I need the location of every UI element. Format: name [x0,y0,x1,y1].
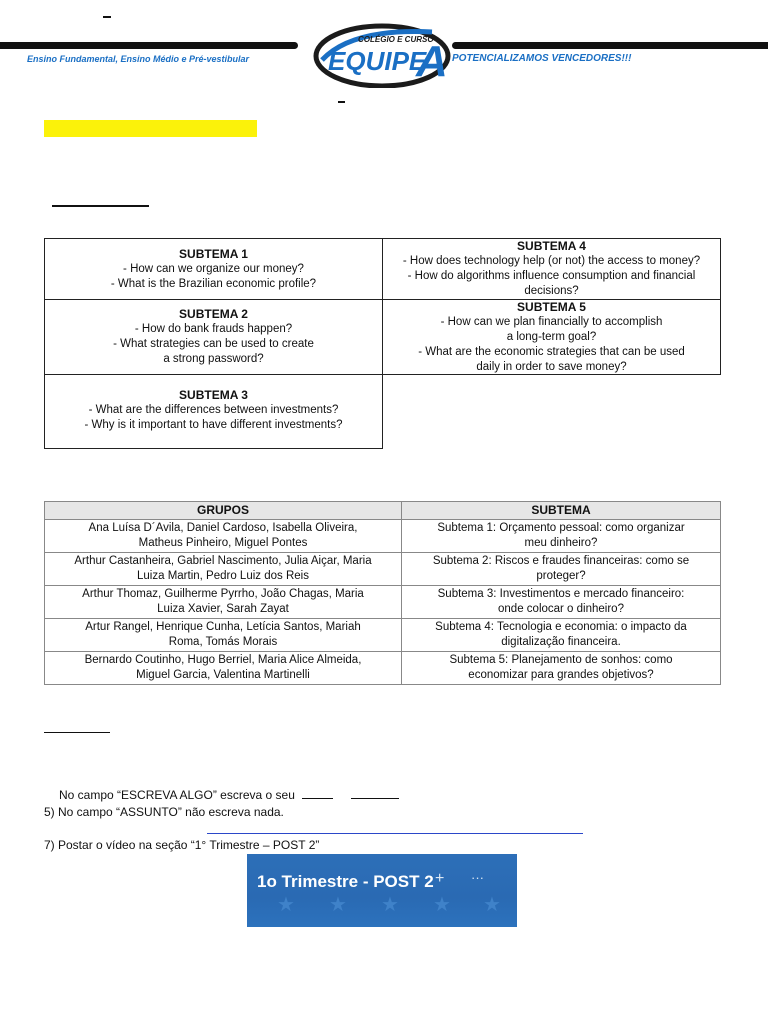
subtema-text-line: proteger? [536,570,586,582]
subtema-line: - How can we organize our money? [123,263,304,275]
groups-table [44,501,721,685]
subtema-grid [44,238,721,449]
subtema-text-line: economizar para grandes objetivos? [468,669,654,681]
table-row [45,520,721,553]
subtema-line: - Why is it important to have different investments? [84,419,343,431]
subtema-cell [44,299,383,375]
members-line: Miguel Garcia, Valentina Martinelli [136,669,310,681]
subtema-line: - How do algorithms influence consumption and financial [407,270,696,282]
members-line: Luiza Martin, Pedro Luiz dos Reis [137,570,309,582]
subtema-title: SUBTEMA 2 [179,307,248,321]
group-subtema-cell [402,586,721,619]
subtema-line: daily in order to save money? [476,361,627,373]
underline-blank [44,732,110,733]
members-line: Arthur Castanheira, Gabriel Nascimento, Julia Aiçar, Maria [74,555,372,567]
members-line: Bernardo Coutinho, Hugo Berriel, Maria Alice Almeida, [84,654,362,666]
subtema-text-line: onde colocar o dinheiro? [498,603,624,615]
subtema-text-line: Subtema 4: Tecnologia e economia: o impacto da [435,621,687,633]
star-icon: ★ [329,894,347,916]
members-line: Roma, Tomás Morais [168,636,278,648]
group-members-cell [45,520,402,553]
subtema-line: decisions? [524,285,579,297]
more-options-icon[interactable]: ··· [471,870,484,885]
subtema-title: SUBTEMA 5 [517,300,586,314]
subtema-line: - What is the Brazilian economic profile? [110,278,317,290]
table-row [45,553,721,586]
star-icon: ★ [483,894,501,916]
school-logo [312,20,454,88]
instruction-text: No campo “ESCREVA ALGO” escreva o seu [59,788,295,802]
dash-mark [338,101,345,103]
subtema-line: - What strategies can be used to create [113,338,314,350]
subtema-cell [382,299,721,375]
subtema-line: a strong password? [163,353,264,365]
instruction-line: 5) No campo “ASSUNTO” não escreva nada. [44,805,284,819]
group-members-cell [45,553,402,586]
group-subtema-cell [402,652,721,685]
subtema-text-line: Subtema 2: Riscos e fraudes financeiras: como se [432,555,690,567]
group-subtema-cell [402,520,721,553]
members-line: Matheus Pinheiro, Miguel Pontes [138,537,308,549]
star-icon: ★ [433,894,451,916]
members-line: Ana Luísa D´Avila, Daniel Cardoso, Isabella Oliveira, [88,522,358,534]
group-subtema-cell [402,553,721,586]
star-icon: ★ [277,894,295,916]
subtema-text-line: Subtema 5: Planejamento de sonhos: como [449,654,673,666]
header-bar-right [452,42,768,49]
dash-mark [103,16,111,18]
subtema-line: - What are the economic strategies that can be used [418,346,685,358]
subtema-line: - How do bank frauds happen? [134,323,293,335]
members-line: Luiza Xavier, Sarah Zayat [157,603,289,615]
subtema-text-line: meu dinheiro? [524,537,598,549]
subtema-line: a long-term goal? [506,331,597,343]
column-header-subtema: SUBTEMA [402,502,721,520]
subtema-text-line: Subtema 3: Investimentos e mercado financeiro: [437,588,685,600]
yellow-highlight [44,120,257,137]
subtema-text-line: Subtema 1: Orçamento pessoal: como organizar [437,522,685,534]
header-bar-left [0,42,298,49]
svg-text:COLÉGIO E CURSO: COLÉGIO E CURSO [358,35,434,44]
underline-blank [52,205,149,207]
svg-text:EQUIPE: EQUIPE [328,46,427,76]
instruction-line: 7) Postar o vídeo na seção “1° Trimestre – POST 2” [44,838,320,852]
fill-blank [302,788,333,799]
members-line: Artur Rangel, Henrique Cunha, Letícia Santos, Mariah [85,621,361,633]
banner-title: 1o Trimestre - POST 2 [257,872,434,891]
subtema-cell [44,374,383,449]
subtema-cell [44,238,383,300]
table-row [45,586,721,619]
subtema-line: - What are the differences between investments? [88,404,339,416]
subtema-text-line: digitalização financeira. [501,636,621,648]
header-tagline-left: Ensino Fundamental, Ensino Médio e Pré-vestibular [27,54,250,64]
instruction-line [59,788,399,802]
add-icon[interactable]: + [435,870,445,887]
subtema-title: SUBTEMA 1 [179,247,248,261]
post-section-banner[interactable] [247,854,517,927]
link-underline [207,833,583,834]
members-line: Arthur Thomaz, Guilherme Pyrrho, João Chagas, Maria [82,588,364,600]
group-subtema-cell [402,619,721,652]
fill-blank [351,788,399,799]
group-members-cell [45,652,402,685]
subtema-title: SUBTEMA 3 [179,388,248,402]
table-header-row [45,502,721,520]
column-header-grupos: GRUPOS [45,502,402,520]
subtema-cell [382,238,721,300]
subtema-line: - How does technology help (or not) the access to money? [402,255,701,267]
subtema-title: SUBTEMA 4 [517,239,586,253]
star-icon: ★ [381,894,399,916]
group-members-cell [45,619,402,652]
group-members-cell [45,586,402,619]
svg-text:A: A [416,37,448,86]
header-tagline-right: POTENCIALIZAMOS VENCEDORES!!! [452,53,632,64]
table-row [45,652,721,685]
table-row [45,619,721,652]
subtema-line: - How can we plan financially to accomplish [440,316,663,328]
